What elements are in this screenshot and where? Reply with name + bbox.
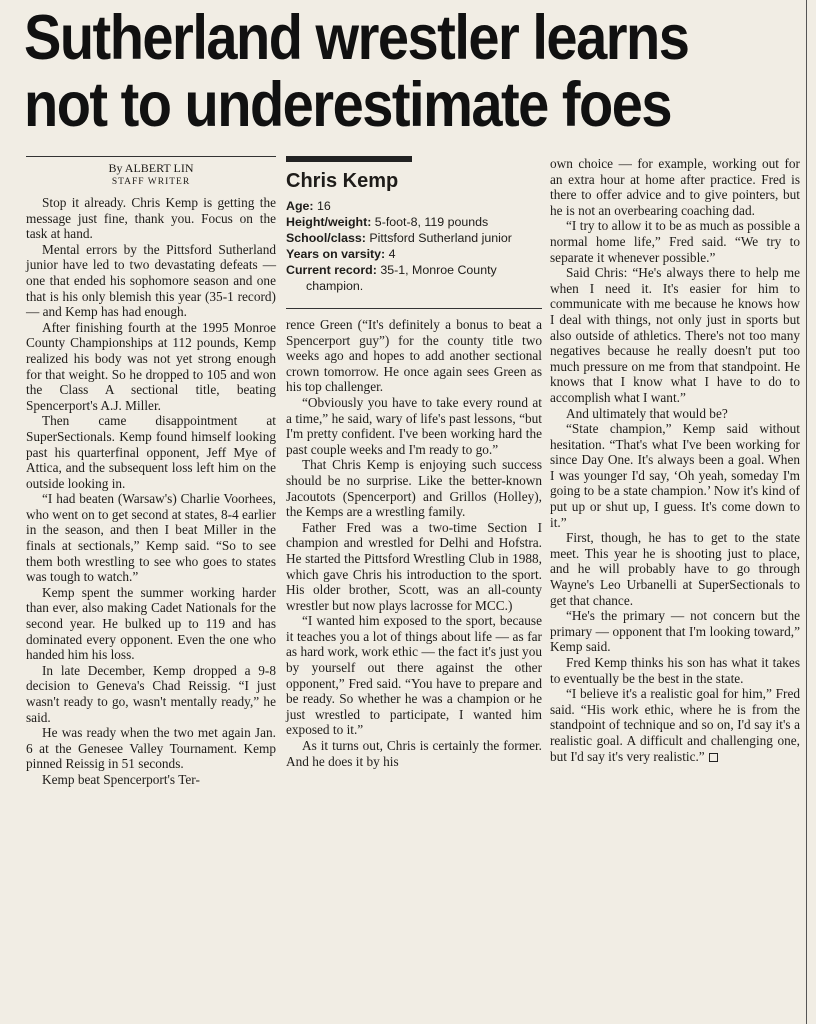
stat-row	[286, 262, 542, 294]
column-2-body	[286, 317, 542, 769]
stat-value: 16	[313, 199, 331, 213]
column-1-body	[26, 195, 276, 788]
paragraph: “He's the primary — not concern but the primary — opponent that I'm looking toward,” Kemp said.	[550, 608, 800, 655]
column-rule	[806, 0, 807, 1024]
paragraph: First, though, he has to get to the state meet. This year he is shooting just to place, and he will probably have to go through Wayne's Leo Urbanelli at SuperSectionals to get that chance.	[550, 530, 800, 608]
infobox-stats	[286, 198, 542, 294]
stat-label: Years on varsity:	[286, 247, 386, 261]
stat-row	[286, 246, 542, 262]
paragraph: Fred Kemp thinks his son has what it takes to eventually be the best in the state.	[550, 655, 800, 686]
paragraph: “Obviously you have to take every round at a time,” he said, wary of life's past lessons, “but I'm pretty confident. I've been working hard the past couple weeks and I'm ready to go.”	[286, 394, 542, 457]
stat-value: Pittsford Sutherland junior	[365, 231, 512, 245]
paragraph: In late December, Kemp dropped a 9-8 decision to Geneva's Chad Reissig. “I just wasn't ready to go, wasn't mentally ready,” he said.	[26, 662, 276, 725]
stat-value: 4	[385, 247, 396, 261]
headline-line-1: Sutherland wrestler learns	[24, 1, 689, 73]
article-column-3	[550, 156, 800, 764]
byline	[26, 161, 276, 189]
column-3-body	[550, 156, 800, 764]
paragraph: “I wanted him exposed to the sport, because it teaches you a lot of things about life — as far as hard work, work ethic — the fact it's just you by yourself out there against the other opponent,” Fred said. “You have to prepare and be ready. So whether he was a champion or he just wrestled to participate, I wanted him exposed to it.”	[286, 613, 542, 738]
article-column-2	[286, 156, 542, 769]
paragraph: Father Fred was a two-time Section I champion and wrestled for Delhi and Hofstra. He started the Pittsford Wrestling Club in 1988, which gave Chris his introduction to the sport. His older brother, Scott, was an all-county wrestler but now plays lacrosse for MCC.)	[286, 519, 542, 613]
stat-label: Current record:	[286, 263, 377, 277]
end-mark-icon	[709, 753, 718, 762]
paragraph: Said Chris: “He's always there to help me when I need it. It's easier for him to communicate with me because he knows how I deal with things, not only just in sports but also outside of athletics. There's not too many negatives because he really doesn't put too much pressure on me from that standpoint. He knows that I know what I have to do to accomplish what I want.”	[550, 265, 800, 405]
byline-title: STAFF WRITER	[111, 177, 191, 187]
article-column-1	[26, 156, 276, 788]
paragraph: rence Green (“It's definitely a bonus to beat a Spencerport guy”) for the county title two weeks ago and hopes to add another sectional crown tomorrow. He once again sees Green as his top challenger.	[286, 317, 542, 395]
paragraph: Then came disappointment at SuperSectionals. Kemp found himself looking past his quarterfinal opponent, Jeff Mye of Attica, and the subsequent loss left him on the outside looking in.	[26, 413, 276, 491]
stat-row	[286, 214, 542, 230]
headline-line-2: not to underestimate foes	[24, 68, 672, 140]
infobox-top-bar	[286, 156, 412, 162]
infobox-name: Chris Kemp	[286, 170, 399, 192]
stat-label: School/class:	[286, 231, 366, 245]
stat-row	[286, 230, 542, 246]
stat-label: Age:	[286, 199, 314, 213]
infobox-bottom-rule	[286, 308, 542, 309]
byline-name: By ALBERT LIN	[108, 161, 194, 175]
stat-value: 5-foot-8, 119 pounds	[371, 215, 489, 229]
paragraph: “I had beaten (Warsaw's) Charlie Voorhees, who went on to get second at states, 8-4 earlier in the season, and then I beat Miller in the finals at sectionals,” Kemp said. “So to see them both wrestling to see who goes to states was tough to watch.”	[26, 491, 276, 585]
paragraph: Stop it already. Chris Kemp is getting the message just fine, thank you. Focus on the task at hand.	[26, 195, 276, 242]
paragraph: “I believe it's a realistic goal for him,” Fred said. “His work ethic, where he is from the standpoint of technique and so on, I'd say it's a realistic goal. A difficult and challenging one, but I'd say it's very realistic.”	[550, 686, 800, 764]
stat-value: 35-1, Monroe County champion.	[306, 263, 497, 293]
paragraph: Kemp beat Spencerport's Ter-	[42, 771, 200, 787]
paragraph: “I try to allow it to be as much as possible a normal home life,” Fred said. “We try to separate it whenever possible.”	[550, 218, 800, 265]
paragraph: After finishing fourth at the 1995 Monroe County Championships at 112 pounds, Kemp realized his body was not yet strong enough for that weight. So he dropped to 105 and won the Class A sectional title, beating Spencerport's A.J. Miller.	[26, 319, 276, 413]
paragraph: Kemp spent the summer working harder than ever, also making Cadet Nationals for the second year. He bulked up to 119 and has dominated every opponent. Even the one who handed him his loss.	[26, 584, 276, 663]
stat-label: Height/weight:	[286, 215, 372, 229]
paragraph: And ultimately that would be?	[566, 405, 728, 421]
paragraph: “State champion,” Kemp said without hesitation. “That's what I've been working for since Day One. It's always been a goal. When I was younger I'd say, ‘Oh yeah, someday I'm going to be a state champion.’ Now it's kind of put up or shut up, I guess. It's come down to it.”	[550, 421, 800, 530]
paragraph: Mental errors by the Pittsford Sutherland junior have led to two devastating defeats — one that ended his sophomore season and one that is his only blemish this year (35-1 record) — and Kemp has had enough.	[26, 241, 276, 320]
paragraph: As it turns out, Chris is certainly the former. And he does it by his	[286, 738, 542, 769]
paragraph: That Chris Kemp is enjoying such success should be no surprise. Like the better-known Jacoutots (Spencerport) and Grillos (Holley), the Kemps are a wrestling family.	[286, 457, 542, 520]
headline	[24, 1, 804, 140]
byline-rule	[26, 156, 276, 157]
paragraph: own choice — for example, working out for an extra hour at home after practice. Fred is there to offer advice and to give pointers, but he is not an overbearing coaching dad.	[550, 156, 800, 218]
stat-row	[286, 198, 542, 214]
paragraph: He was ready when the two met again Jan. 6 at the Genesee Valley Tournament. Kemp pinned Reissig in 51 seconds.	[26, 725, 276, 772]
